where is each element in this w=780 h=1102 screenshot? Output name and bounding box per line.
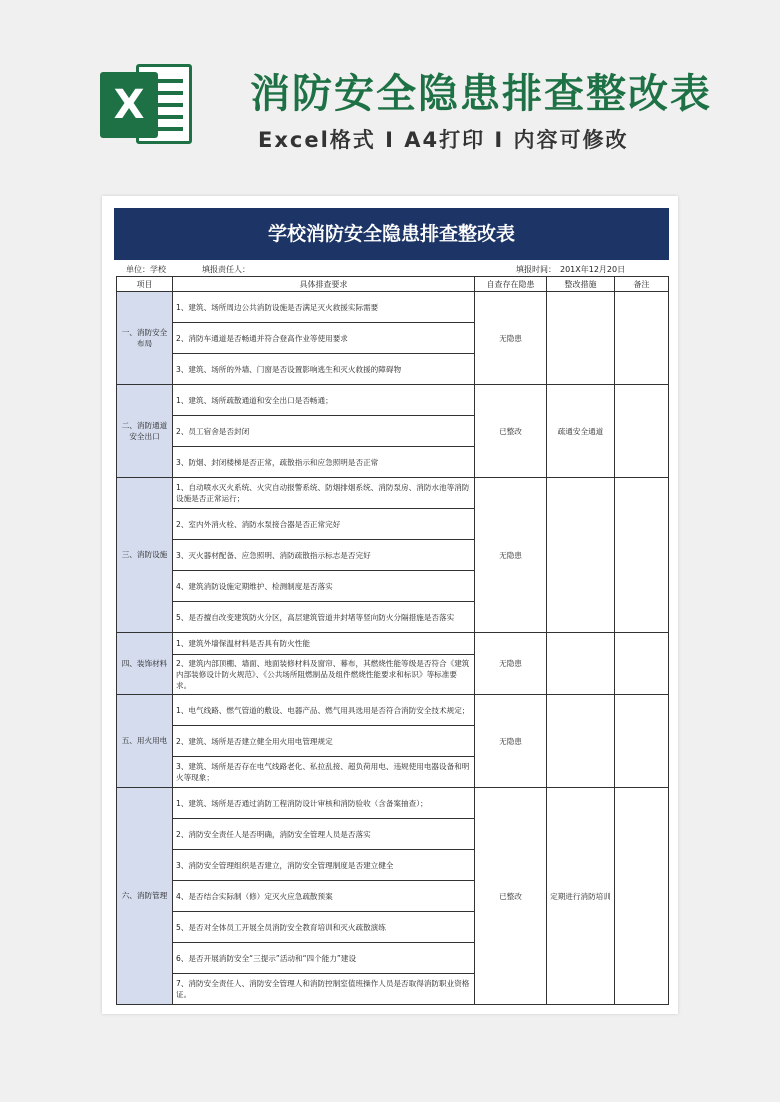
hazard-cell: 已整改: [475, 788, 547, 1005]
requirement-cell: 4、是否结合实际制（修）定灭火应急疏散预案: [173, 881, 475, 912]
requirement-cell: 5、是否擅自改变建筑防火分区，高层建筑管道井封堵等竖向防火分隔措施是否落实: [173, 602, 475, 633]
table-row: [117, 385, 669, 416]
section-item-cell: 二、消防通道安全出口: [117, 385, 173, 478]
note-cell: [615, 385, 669, 478]
section-item-cell: 五、用火用电: [117, 695, 173, 788]
section-item-cell: 六、消防管理: [117, 788, 173, 1005]
table-row: [117, 633, 669, 655]
requirement-cell: 3、灭火器材配备、应急照明、消防疏散指示标志是否完好: [173, 540, 475, 571]
section-item-cell: 一、消防安全布局: [117, 292, 173, 385]
header-requirement: 具体排查要求: [173, 277, 475, 292]
table-row: [117, 695, 669, 726]
requirement-cell: 1、建筑外墙保温材料是否具有防火性能: [173, 633, 475, 655]
requirement-cell: 5、是否对全体员工开展全员消防安全教育培训和灭火疏散演练: [173, 912, 475, 943]
table-header-row: [117, 277, 669, 292]
date-value: 201X年12月20日: [560, 265, 626, 274]
unit-label: 单位：学校: [126, 265, 166, 274]
header-note: 备注: [615, 277, 669, 292]
measure-cell: [547, 478, 615, 633]
note-cell: [615, 478, 669, 633]
banner-subtitle: Excel格式 I A4打印 I 内容可修改: [258, 128, 629, 152]
measure-cell: [547, 695, 615, 788]
note-cell: [615, 788, 669, 1005]
hazard-cell: 已整改: [475, 385, 547, 478]
table-row: [117, 292, 669, 323]
reporter-label: 填报责任人：: [202, 265, 250, 274]
banner-title: 消防安全隐患排查整改表: [250, 71, 712, 117]
header-hazard: 自查存在隐患: [475, 277, 547, 292]
banner: [0, 0, 780, 180]
requirement-cell: 1、建筑、场所疏散通道和安全出口是否畅通；: [173, 385, 475, 416]
requirement-cell: 2、建筑内部顶棚、墙面、地面装修材料及窗帘、幕布，其燃烧性能等级是否符合《建筑内部装修设计防火规范》、《公共场所阻燃制品及组件燃烧性能要求和标识》等标准要求。: [173, 655, 475, 695]
info-row: [116, 264, 668, 276]
section-item-cell: 三、消防设施: [117, 478, 173, 633]
excel-icon: [100, 58, 196, 152]
requirement-cell: 1、自动喷水灭火系统、火灾自动报警系统、防烟排烟系统、消防泵房、消防水池等消防设施是否正常运行；: [173, 478, 475, 509]
requirement-cell: 1、建筑、场所周边公共消防设施是否满足灭火救援实际需要: [173, 292, 475, 323]
document-sheet: [102, 196, 678, 1014]
header-item: 项目: [117, 277, 173, 292]
requirement-cell: 3、消防安全管理组织是否建立，消防安全管理制度是否建立健全: [173, 850, 475, 881]
note-cell: [615, 292, 669, 385]
section-item-cell: 四、装饰材料: [117, 633, 173, 695]
measure-cell: [547, 633, 615, 695]
measure-cell: 定期进行消防培训: [547, 788, 615, 1005]
header-measure: 整改措施: [547, 277, 615, 292]
hazard-cell: 无隐患: [475, 292, 547, 385]
requirement-cell: 3、防烟、封闭楼梯是否正常，疏散指示和应急照明是否正常: [173, 447, 475, 478]
hazard-cell: 无隐患: [475, 695, 547, 788]
hazard-cell: 无隐患: [475, 633, 547, 695]
measure-cell: 疏通安全通道: [547, 385, 615, 478]
note-cell: [615, 695, 669, 788]
hazard-cell: 无隐患: [475, 478, 547, 633]
inspection-table: [116, 276, 669, 1005]
requirement-cell: 4、建筑消防设施定期维护、检测制度是否落实: [173, 571, 475, 602]
requirement-cell: 3、建筑、场所的外墙、门窗是否设置影响逃生和灭火救援的障碍物: [173, 354, 475, 385]
note-cell: [615, 633, 669, 695]
requirement-cell: 7、消防安全责任人、消防安全管理人和消防控制室值班操作人员是否取得消防职业资格证。: [173, 974, 475, 1005]
requirement-cell: 1、建筑、场所是否通过消防工程消防设计审核和消防验收（含备案抽查）；: [173, 788, 475, 819]
date-label: 填报时间：: [516, 265, 556, 274]
requirement-cell: 3、建筑、场所是否存在电气线路老化、私拉乱接、超负荷用电、违规使用电器设备和明火等现象；: [173, 757, 475, 788]
document-title: 学校消防安全隐患排查整改表: [114, 208, 669, 260]
measure-cell: [547, 292, 615, 385]
table-row: [117, 788, 669, 819]
requirement-cell: 2、室内外消火栓、消防水泵接合器是否正常完好: [173, 509, 475, 540]
requirement-cell: 2、建筑、场所是否建立健全用火用电管理规定: [173, 726, 475, 757]
excel-letter: X: [100, 72, 158, 138]
requirement-cell: 6、是否开展消防安全“三提示”活动和“四个能力”建设: [173, 943, 475, 974]
table-row: [117, 478, 669, 509]
requirement-cell: 2、消防安全责任人是否明确，消防安全管理人员是否落实: [173, 819, 475, 850]
requirement-cell: 2、消防车通道是否畅通并符合登高作业等使用要求: [173, 323, 475, 354]
requirement-cell: 2、员工宿舍是否封闭: [173, 416, 475, 447]
requirement-cell: 1、电气线路、燃气管道的敷设、电器产品、燃气用具选用是否符合消防安全技术规定；: [173, 695, 475, 726]
